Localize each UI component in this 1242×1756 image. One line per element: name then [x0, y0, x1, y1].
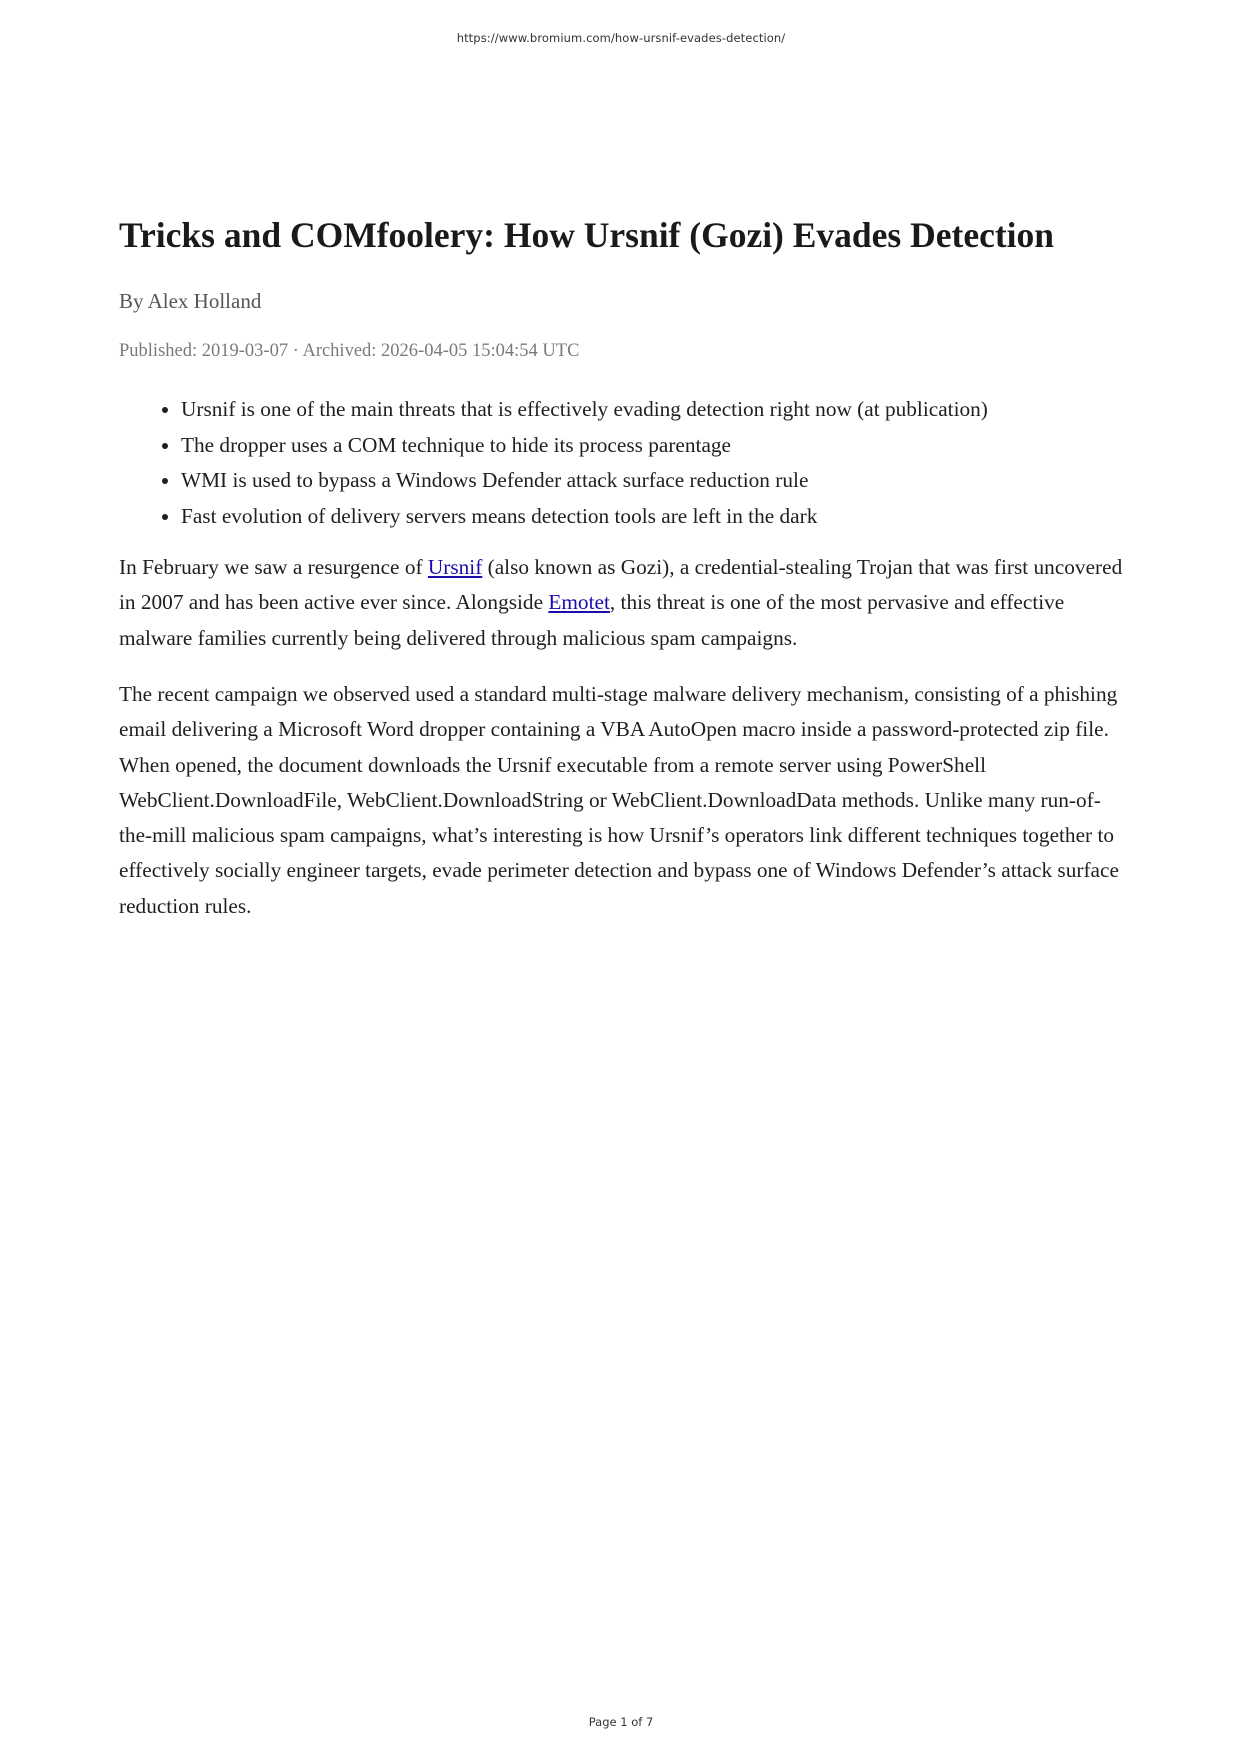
- highlight-item: • Ursnif is one of the main threats that is effectively evading detection right now (at publication): [181, 392, 1131, 428]
- highlights-list: [119, 392, 1131, 534]
- campaign-paragraph: The recent campaign we observed used a standard multi-stage malware delivery mechanism, consisting of a phishing email delivering a Microsoft Word dropper containing a VBA AutoOpen macro inside a password-protected zip file. When opened, the document downloads the Ursnif executable from a remote server using PowerShell WebClient.DownloadFile, WebClient.DownloadString or WebClient.DownloadData methods. Unlike many run-of-the-mill malicious spam campaigns, what’s interesting is how Ursnif’s operators link different techniques together to effectively socially engineer targets, evade perimeter detection and bypass one of Windows Defender’s attack surface reduction rules.: [119, 682, 1119, 918]
- highlight-item: • Fast evolution of delivery servers means detection tools are left in the dark: [181, 499, 1131, 535]
- emotet-link[interactable]: Emotet: [548, 590, 610, 615]
- page-header-url: https://www.bromium.com/how-ursnif-evades-detection/: [456, 31, 786, 45]
- page-number: Page 1 of 7: [588, 1715, 654, 1729]
- intro-text-middle: (also known as Gozi), a credential-stealing Trojan that was first uncovered in 2007 and has been active ever since. Alongside: [119, 555, 1123, 615]
- article-published-date: Published: 2019-03-07 · Archived: 2026-04-05 15:04:54 UTC: [119, 341, 580, 361]
- ursnif-link[interactable]: Ursnif: [427, 555, 483, 579]
- article-byline: By Alex Holland: [119, 289, 262, 313]
- highlight-item: • The dropper uses a COM technique to hide its process parentage: [181, 428, 1131, 464]
- intro-text-end: , this threat is one of the most pervasive and effective malware families currently being delivered through malicious spam campaigns.: [119, 590, 1065, 650]
- article-title: Tricks and COMfoolery: How Ursnif (Gozi) Evades Detection: [119, 215, 1055, 255]
- article: [119, 206, 1129, 918]
- intro-paragraph: [119, 550, 1129, 656]
- highlight-item: • WMI is used to bypass a Windows Defender attack surface reduction rule: [181, 463, 1131, 499]
- intro-text-start: In February we saw a resurgence of: [119, 555, 428, 579]
